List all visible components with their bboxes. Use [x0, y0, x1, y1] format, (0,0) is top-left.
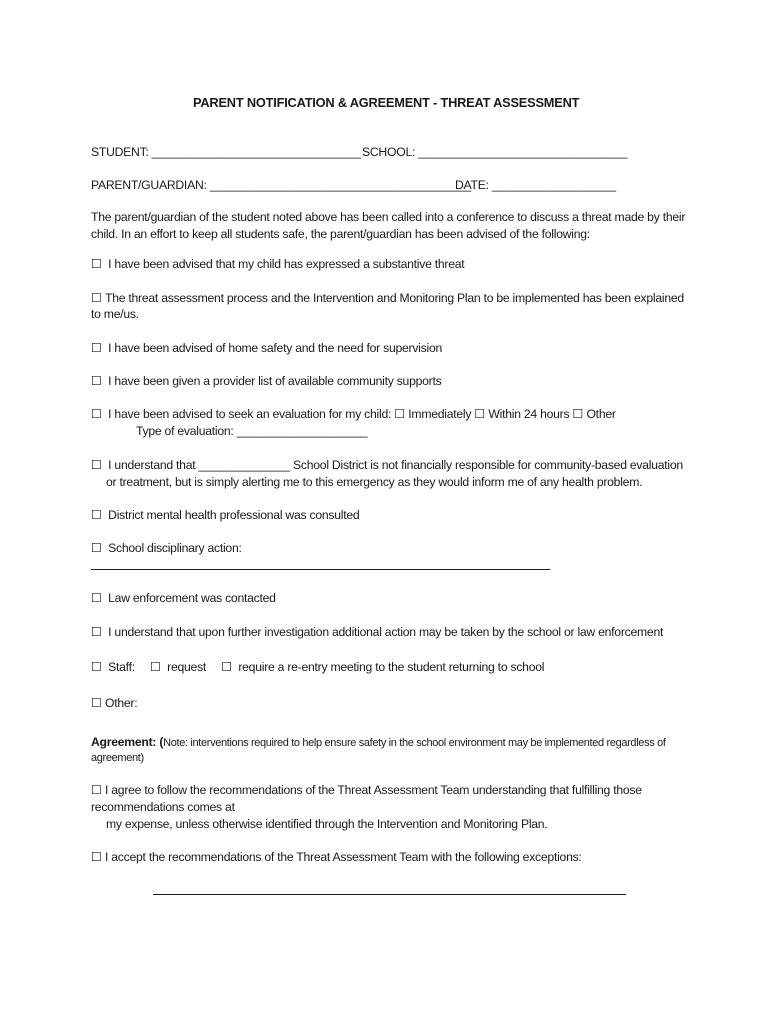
checkbox[interactable]: ☐	[91, 257, 102, 271]
checkbox[interactable]: ☐	[91, 374, 102, 388]
option-immediately: Immediately	[408, 407, 472, 421]
checkbox[interactable]: ☐	[91, 407, 102, 421]
checkbox[interactable]: ☐	[91, 291, 102, 305]
item-label: Staff:	[108, 660, 135, 674]
item-label: District mental health professional was consulted	[108, 508, 360, 522]
item-substantive-threat	[91, 256, 464, 273]
item-staff	[91, 659, 544, 676]
checkbox-immediately[interactable]: ☐	[394, 407, 405, 421]
checkbox-request[interactable]: ☐	[150, 660, 161, 674]
option-reentry: require a re-entry meeting to the student returning to school	[238, 660, 545, 674]
item-mental-health	[91, 507, 359, 524]
agreement-heading: Agreement: (	[91, 735, 164, 749]
item-provider-list	[91, 373, 441, 390]
item-label: I have been advised that my child has expressed a substantive threat	[108, 257, 465, 271]
item-agree-line-2: recommendations comes at	[91, 800, 235, 814]
item-other	[91, 695, 137, 712]
item-label: I agree to follow the recommendations of the Threat Assessment Team understanding that fulfilling those	[105, 783, 642, 797]
evaluation-type-field[interactable]: Type of evaluation: ____________________	[136, 424, 368, 438]
item-accept-exceptions	[91, 849, 582, 866]
item-label: Law enforcement was contacted	[108, 591, 276, 605]
checkbox[interactable]: ☐	[91, 625, 102, 639]
item-process	[91, 290, 684, 307]
checkbox[interactable]: ☐	[91, 850, 102, 864]
item-label: I have been advised to seek an evaluation for my child:	[108, 407, 392, 421]
agreement-note-line-2: agreement)	[91, 752, 144, 764]
form-title: PARENT NOTIFICATION & AGREEMENT - THREAT ASSESSMENT	[193, 95, 580, 110]
agreement-note-line-1	[91, 734, 666, 752]
item-agree-line-3: my expense, unless otherwise identified through the Intervention and Monitoring Plan.	[106, 817, 548, 831]
student-field[interactable]: STUDENT: ________________________________	[91, 145, 361, 159]
checkbox[interactable]: ☐	[91, 541, 102, 555]
exceptions-line[interactable]	[153, 894, 626, 895]
checkbox[interactable]: ☐	[91, 591, 102, 605]
checkbox[interactable]: ☐	[91, 341, 102, 355]
checkbox[interactable]: ☐	[91, 458, 102, 472]
item-label: I accept the recommendations of the Threat Assessment Team with the following exceptions:	[105, 850, 582, 864]
item-label: I have been given a provider list of available community supports	[108, 374, 442, 388]
option-other: Other	[586, 407, 616, 421]
item-home-safety	[91, 340, 442, 357]
disciplinary-action-line[interactable]	[91, 569, 550, 570]
item-law-enforcement	[91, 590, 276, 607]
item-label: The threat assessment process and the Intervention and Monitoring Plan to be implemented has been explained	[105, 291, 684, 305]
item-further-action	[91, 624, 663, 641]
checkbox-other[interactable]: ☐	[572, 407, 584, 421]
option-request: request	[167, 660, 207, 674]
checkbox-reentry[interactable]: ☐	[221, 660, 232, 674]
checkbox-within-24-hours[interactable]: ☐	[474, 407, 486, 421]
checkbox[interactable]: ☐	[91, 696, 102, 710]
item-label: Other:	[105, 696, 138, 710]
item-agree	[91, 782, 642, 799]
option-within-24-hours: Within 24 hours	[488, 407, 570, 421]
item-label: I understand that upon further investigation additional action may be taken by the school or law enforcement	[108, 625, 664, 639]
item-label: I understand that ______________ School District is not financially responsible for community-based evaluation	[108, 458, 683, 472]
parent-guardian-field[interactable]: PARENT/GUARDIAN: ________________________________________	[91, 178, 471, 192]
item-financial	[91, 457, 683, 474]
item-financial-line-2: or treatment, but is simply alerting me to this emergency as they would inform me of any health problem.	[106, 475, 643, 489]
intro-text-line-1: The parent/guardian of the student noted above has been called into a conference to discuss a threat made by their	[91, 210, 686, 224]
school-field[interactable]: SCHOOL: ________________________________	[362, 145, 628, 159]
date-field[interactable]: DATE: ___________________	[455, 178, 616, 192]
checkbox[interactable]: ☐	[91, 660, 102, 674]
agreement-note: Note: interventions required to help ensure safety in the school environment may be implemented regardless of	[163, 737, 666, 749]
item-evaluation	[91, 406, 616, 423]
item-process-line-2: to me/us.	[91, 307, 139, 321]
item-label: School disciplinary action:	[108, 541, 242, 555]
checkbox[interactable]: ☐	[91, 783, 102, 797]
intro-text-line-2: child. In an effort to keep all students safe, the parent/guardian has been advised of the following:	[91, 227, 590, 241]
item-label: I have been advised of home safety and the need for supervision	[108, 341, 442, 355]
item-disciplinary	[91, 540, 242, 557]
checkbox[interactable]: ☐	[91, 508, 102, 522]
